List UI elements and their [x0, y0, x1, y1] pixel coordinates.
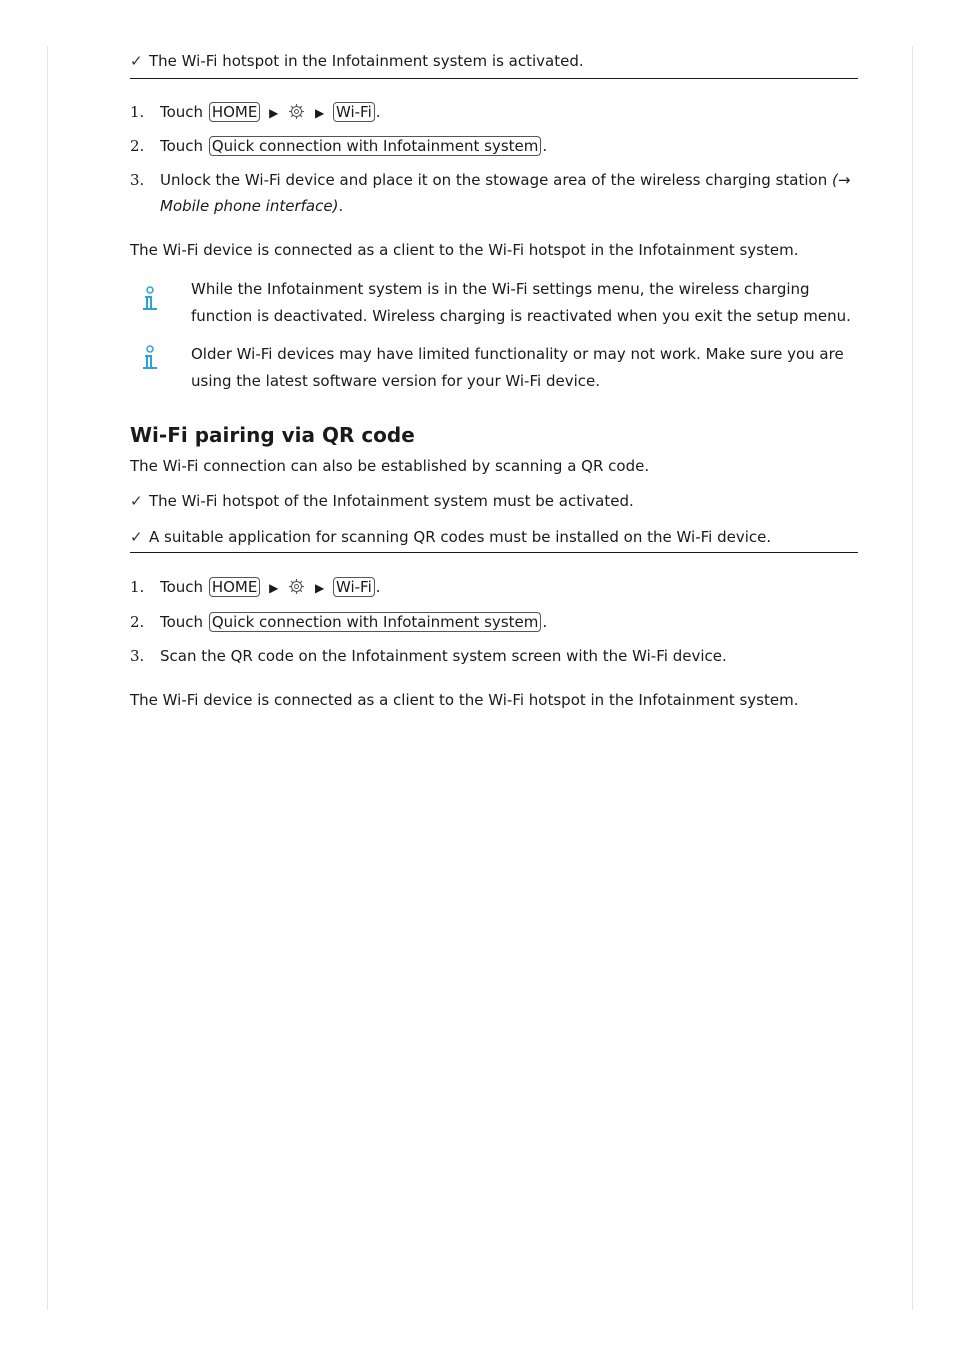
- cross-reference-link[interactable]: Mobile phone interface): [160, 197, 339, 215]
- touch-label: Touch: [160, 103, 204, 121]
- period: .: [542, 137, 548, 155]
- note-line: Older Wi-Fi devices may have limited functionality or may not work. Make sure you are: [191, 345, 844, 363]
- result-text: The Wi-Fi device is connected as a client to the Wi-Fi hotspot in the Infotainment system.: [130, 241, 799, 259]
- arrow-right-icon: ▶: [269, 581, 279, 595]
- step-instruction: Scan the QR code on the Infotainment system screen with the Wi-Fi device.: [160, 647, 727, 665]
- prerequisite-text: The Wi-Fi hotspot in the Infotainment system is activated.: [149, 52, 584, 70]
- gear-icon[interactable]: [288, 103, 305, 120]
- arrow-right-icon: ▶: [314, 106, 325, 120]
- step-number: 2.: [130, 137, 145, 155]
- step-3-continuation: [160, 196, 343, 216]
- prerequisite-text: A suitable application for scanning QR codes must be installed on the Wi-Fi device.: [149, 528, 772, 546]
- gear-icon[interactable]: [288, 578, 305, 595]
- note-2: [191, 341, 861, 395]
- step-text: [160, 612, 547, 632]
- home-button[interactable]: HOME: [209, 577, 261, 597]
- touch-label: Touch: [160, 137, 204, 155]
- note-line: While the Infotainment system is in the Wi-Fi settings menu, the wireless charging: [191, 280, 810, 298]
- step-text: [160, 170, 850, 190]
- step-text: [160, 102, 381, 123]
- wifi-button[interactable]: Wi-Fi: [333, 102, 375, 122]
- period: .: [338, 197, 344, 215]
- period: .: [542, 613, 548, 631]
- section-heading: Wi-Fi pairing via QR code: [130, 423, 415, 447]
- step-number: 1.: [130, 578, 145, 596]
- cross-reference-open: (→: [832, 171, 851, 189]
- home-button[interactable]: HOME: [209, 102, 261, 122]
- check-icon: ✓: [130, 492, 143, 510]
- divider: [130, 552, 858, 553]
- info-icon: [140, 345, 160, 373]
- prerequisite-item: [130, 527, 771, 547]
- quick-connection-button[interactable]: Quick connection with Infotainment system: [209, 136, 542, 156]
- touch-label: Touch: [160, 578, 204, 596]
- divider: [130, 78, 858, 79]
- check-icon: ✓: [130, 528, 143, 546]
- step-text: [160, 136, 547, 156]
- period: .: [375, 578, 381, 596]
- step-instruction: Unlock the Wi-Fi device and place it on the stowage area of the wireless charging station: [160, 171, 828, 189]
- note-1: [191, 276, 861, 330]
- note-line: using the latest software version for your Wi-Fi device.: [191, 372, 600, 390]
- result-text: The Wi-Fi device is connected as a client to the Wi-Fi hotspot in the Infotainment system.: [130, 691, 799, 709]
- prerequisite-item: [130, 51, 584, 71]
- step-number: 3.: [130, 647, 145, 665]
- intro-text: The Wi-Fi connection can also be established by scanning a QR code.: [130, 457, 650, 475]
- prerequisite-item: [130, 491, 634, 511]
- step-text: [160, 577, 381, 598]
- step-number: 3.: [130, 171, 145, 189]
- arrow-right-icon: ▶: [314, 581, 325, 595]
- step-number: 2.: [130, 613, 145, 631]
- page-border-left: [47, 46, 48, 1310]
- step-number: 1.: [130, 103, 145, 121]
- quick-connection-button[interactable]: Quick connection with Infotainment system: [209, 612, 542, 632]
- wifi-button[interactable]: Wi-Fi: [333, 577, 375, 597]
- touch-label: Touch: [160, 613, 204, 631]
- prerequisite-text: The Wi-Fi hotspot of the Infotainment system must be activated.: [149, 492, 634, 510]
- page-border-right: [912, 46, 913, 1310]
- period: .: [375, 103, 381, 121]
- check-icon: ✓: [130, 52, 143, 70]
- arrow-right-icon: ▶: [269, 106, 279, 120]
- info-icon: [140, 286, 160, 314]
- note-line: function is deactivated. Wireless charging is reactivated when you exit the setup menu.: [191, 307, 851, 325]
